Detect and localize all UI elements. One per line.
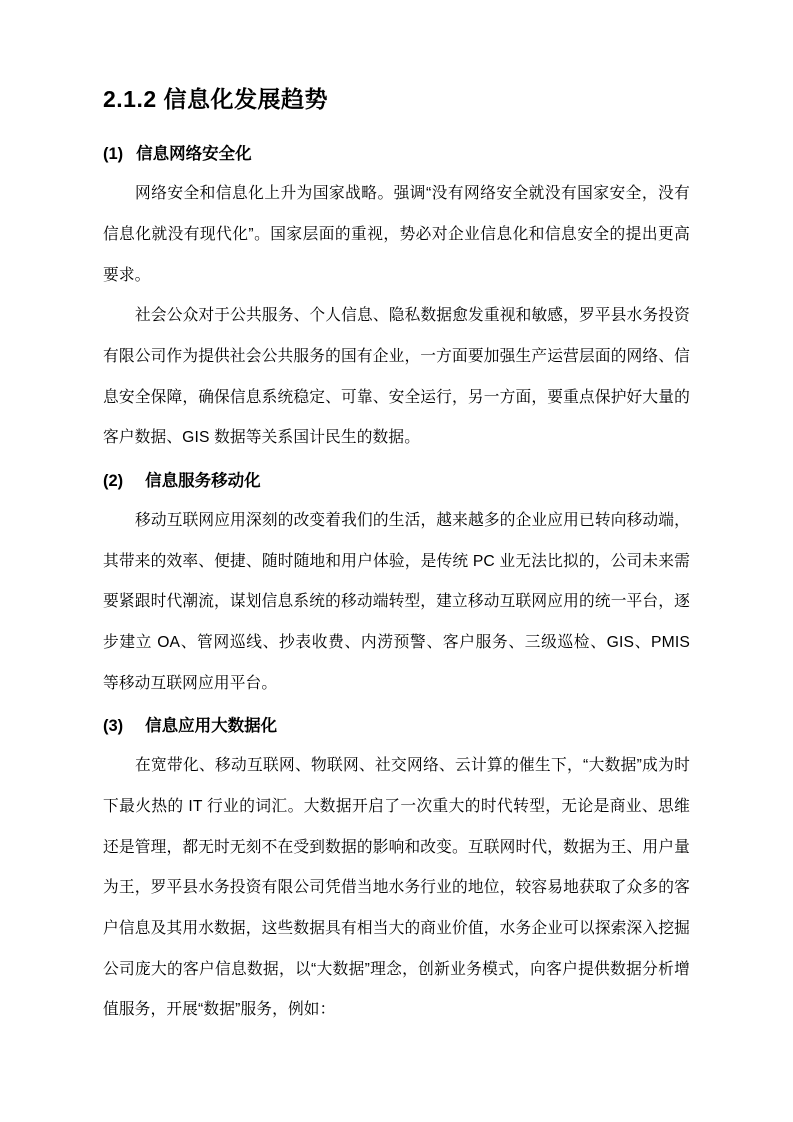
section-heading-label: 信息网络安全化 [136, 145, 252, 164]
paragraph: 网络安全和信息化上升为国家战略。强调“没有网络安全就没有国家安全，没有信息化就没有现代化”。国家层面的重视，势必对企业信息化和信息安全的提出更高要求。 [103, 185, 690, 284]
section-heading-2 [103, 472, 690, 492]
paragraph: 在宽带化、移动互联网、物联网、社交网络、云计算的催生下，“大数据”成为时下最火热的 IT 行业的词汇。大数据开启了一次重大的时代转型，无论是商业、思维还是管理，都无时无刻不在受到数据的影响和改变。互联网时代，数据为王、用户量为王，罗平县水务投资有限公司凭借当地水务行业的地位，较容易地获取了众多的客户信息及其用水数据，这些数据具有相当大的商业价值，水务企业可以探索深入挖掘公司庞大的客户信息数据，以“大数据”理念，创新业务模式，向客户提供数据分析增值服务，开展“数据”服务，例如： [103, 757, 690, 1019]
section-big-data [103, 717, 690, 1031]
section-heading-3 [103, 717, 690, 737]
section-network-security [103, 145, 690, 459]
section-heading-1 [103, 145, 690, 165]
section-number: (1) [103, 145, 124, 164]
section-number: (2) [103, 472, 124, 491]
section-heading-label: 信息应用大数据化 [145, 717, 278, 736]
page-title: 2.1.2 信息化发展趋势 [103, 86, 329, 112]
section-heading-label: 信息服务移动化 [145, 472, 261, 491]
paragraph: 社会公众对于公共服务、个人信息、隐私数据愈发重视和敏感，罗平县水务投资有限公司作为提供社会公共服务的国有企业，一方面要加强生产运营层面的网络、信息安全保障，确保信息系统稳定、可靠、安全运行，另一方面，要重点保护好大量的客户数据、GIS 数据等关系国计民生的数据。 [103, 307, 690, 447]
section-mobile-service [103, 472, 690, 704]
section-number: (3) [103, 717, 124, 736]
paragraph: 移动互联网应用深刻的改变着我们的生活，越来越多的企业应用已转向移动端，其带来的效率、便捷、随时随地和用户体验，是传统 PC 业无法比拟的，公司未来需要紧跟时代潮流，谋划信息系统的移动端转型，建立移动互联网应用的统一平台，逐步建立 OA、管网巡线、抄表收费、内涝预警、客户服务、三级巡检、GIS、PMIS 等移动互联网应用平台。 [103, 511, 690, 692]
